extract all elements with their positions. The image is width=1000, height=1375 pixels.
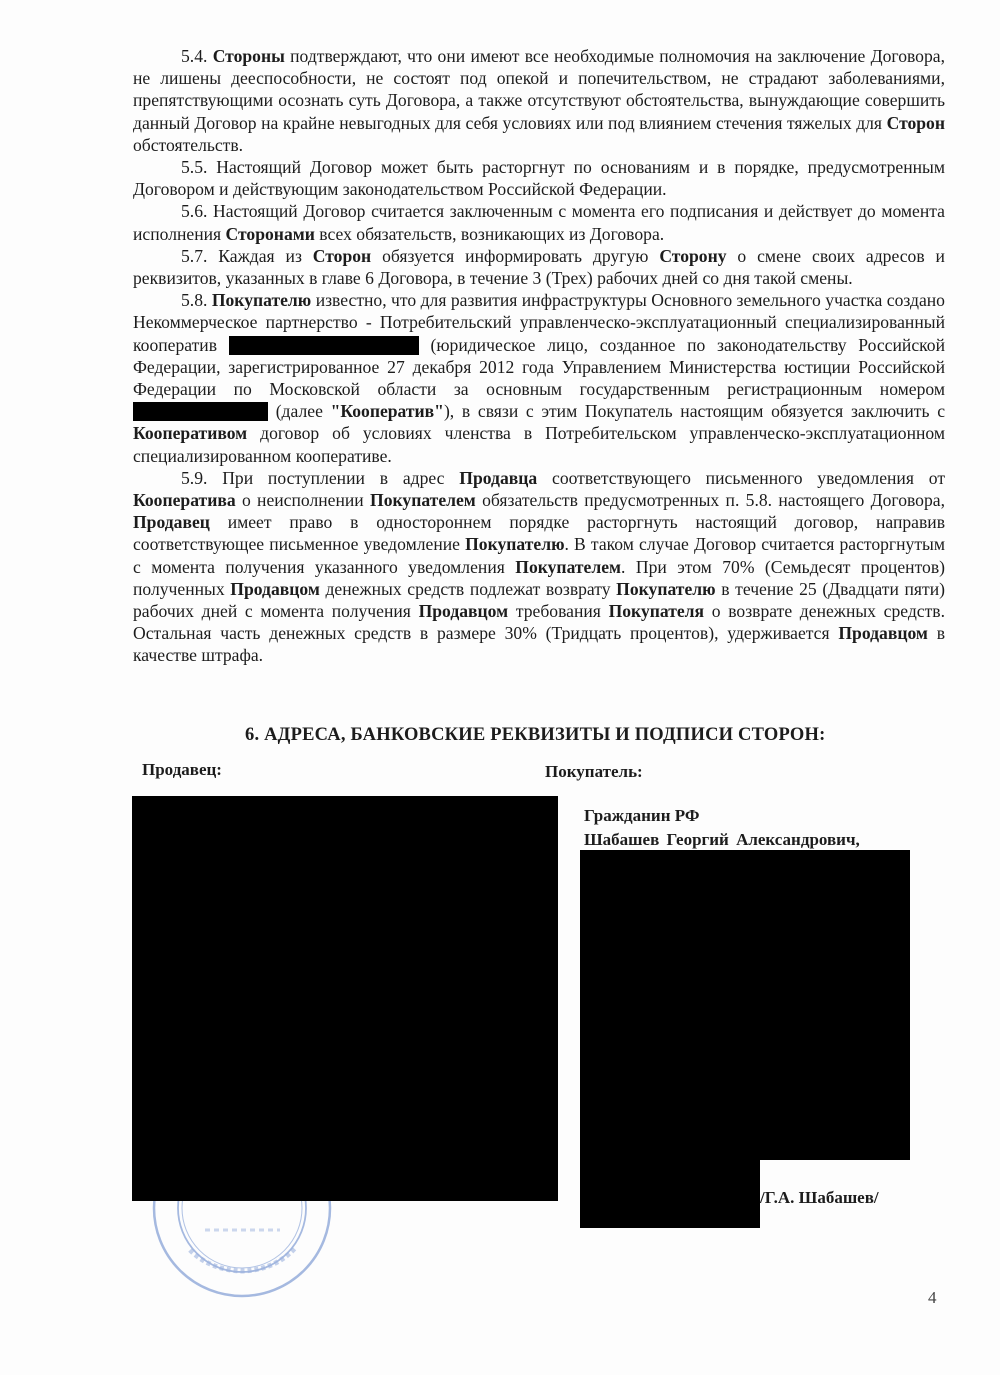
clause-5-8: 5.8. Покупателю известно, что для развития инфраструктуры Основного земельного участка создано Некоммерческое партнерство - Потребительский управленческо-эксплуатационный специализированный кооператив (юридическое лицо, созданное по законодательству Российской Федерации, зарегистрированное 27 декабря 2012 года Управлением Министерства юстиции Российской Федерации по Московской области за основным государственным регистрационным номером (далее "Кооператив"), в связи с этим Покупатель настоящим обязуется заключить с Кооперативом договор об условиях членства в Потребительском управленческо-эксплуатационном специализированном кооперативе.: [133, 290, 946, 466]
buyer-citizenship: Гражданин РФ: [584, 806, 700, 825]
clause-5-9: 5.9. При поступлении в адрес Продавца соответствующего письменного уведомления от Кооператива о неисполнении Покупателем обязательств предусмотренных п. 5.8. настоящего Договора, Продавец имеет право в одностороннем порядке расторгнуть настоящий договор, направив соответствующее письменное уведомление Покупателю. В таком случае Договор считается расторгнутым с момента получения указанного уведомления Покупателем. При этом 70% (Семьдесят процентов) полученных Продавцом денежных средств подлежат возврату Покупателю в течение 25 (Двадцати пяти) рабочих дней с момента получения Продавцом требования Покупателя о возврате денежных средств. Остальная часть денежных средств в размере 30% (Тридцать процентов), удерживается Продавцом в качестве штрафа.: [133, 467, 946, 666]
clause-5-7: 5.7. Каждая из Сторон обязуется информировать другую Сторону о смене своих адресов и реквизитов, указанных в главе 6 Договора, в течение 3 (Трех) рабочих дней со дня такой смены.: [133, 245, 945, 289]
section-6-heading: 6. АДРЕСА, БАНКОВСКИЕ РЕКВИЗИТЫ И ПОДПИСИ СТОРОН:: [245, 725, 826, 745]
clause-5-5: 5.5. Настоящий Договор может быть расторгнут по основаниям и в порядке, предусмотренным Договором и действующим законодательством Российской Федерации.: [133, 157, 945, 200]
clause-5-4: 5.4. Стороны подтверждают, что они имеют все необходимые полномочия на заключение Договора, не лишены дееспособности, не состоят под опекой и попечительством, не страдают заболеваниями, препятствующими осознать суть Договора, а также отсутствуют обстоятельства, вынуждающие совершить данный Договор на крайне невыгодных для себя условиях или под влиянием стечения тяжелых для Сторон обстоятельств.: [133, 46, 945, 155]
buyer-full-name: Шабашев Георгий Александрович,: [584, 830, 860, 849]
page-number: 4: [928, 1288, 937, 1307]
redaction-registration-number: [133, 402, 268, 421]
buyer-signature-name: /Г.А. Шабашев/: [760, 1188, 879, 1207]
clause-5-6: 5.6. Настоящий Договор считается заключенным с момента его подписания и действует до момента исполнения Сторонами всех обязательств, возникающих из Договора.: [133, 201, 945, 244]
seller-label: Продавец:: [142, 760, 222, 779]
contract-body: [133, 45, 945, 667]
redaction-buyer-signature: [580, 1158, 760, 1228]
buyer-label: Покупатель:: [545, 762, 643, 781]
redaction-buyer-details: [580, 850, 910, 1160]
redaction-cooperative-name: [229, 336, 419, 355]
redaction-seller-details: [132, 796, 558, 1201]
